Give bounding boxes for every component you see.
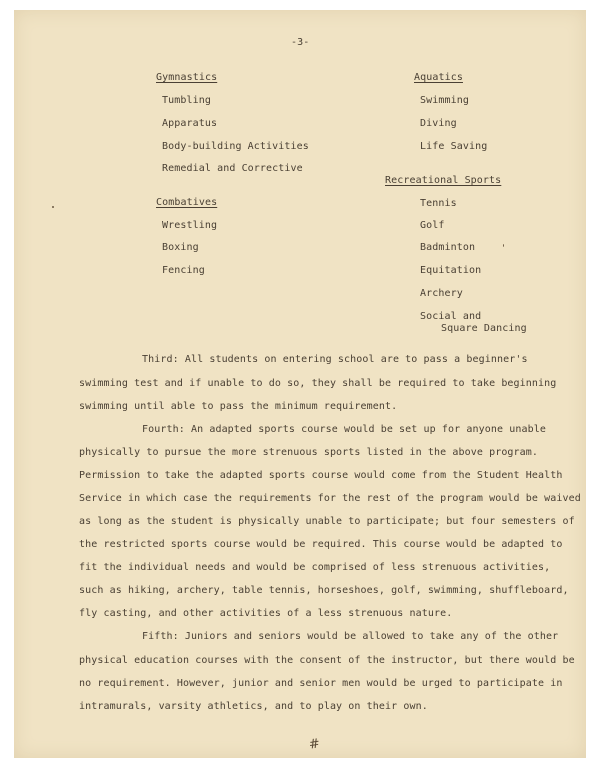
paragraph-third-line: swimming until able to pass the minimum requirement. (79, 401, 398, 412)
list-item: Badminton (420, 242, 476, 253)
paragraph-fifth-line: intramurals, varsity athletics, and to play on their own. (79, 701, 428, 712)
paragraph-fourth-line: Permission to take the adapted sports course would come from the Student Health (79, 470, 563, 481)
paper-speck (503, 244, 504, 247)
handwritten-page-mark: # (308, 736, 321, 753)
paragraph-fifth-line: no requirement. However, junior and senior men would be urged to participate in (79, 678, 563, 689)
list-item: Remedial and Corrective (162, 163, 303, 174)
list-item: Social and (420, 311, 482, 322)
list-item: Wrestling (162, 220, 218, 231)
aquatics-heading: Aquatics (414, 72, 463, 83)
list-item: Swimming (420, 95, 469, 106)
paragraph-fourth-line: as long as the student is physically unable to participate; but four semesters of (79, 516, 575, 527)
paragraph-fourth-line: fly casting, and other activities of a less strenuous nature. (79, 608, 453, 619)
list-item: Body-building Activities (162, 141, 309, 152)
paragraph-fourth-line: physically to pursue the more strenuous sports listed in the above program. (79, 447, 539, 458)
recreational-sports-heading: Recreational Sports (385, 175, 502, 186)
gymnastics-heading: Gymnastics (156, 72, 218, 83)
paragraph-fifth-line: Fifth: Juniors and seniors would be allowed to take any of the other (142, 631, 559, 642)
list-item: Life Saving (420, 141, 488, 152)
paragraph-fifth-line: physical education courses with the consent of the instructor, but there would be (79, 655, 575, 666)
page-number: -3- (291, 37, 310, 48)
list-item: Fencing (162, 265, 205, 276)
list-item: Equitation (420, 265, 482, 276)
paragraph-fourth-line: Fourth: An adapted sports course would be set up for anyone unable (142, 424, 546, 435)
list-item: Apparatus (162, 118, 218, 129)
paragraph-third-line: Third: All students on entering school are to pass a beginner's (142, 354, 528, 365)
list-item: Golf (420, 220, 445, 231)
list-item: Square Dancing (441, 323, 527, 334)
paper-speck (52, 206, 54, 208)
list-item: Diving (420, 118, 457, 129)
paragraph-third-line: swimming test and if unable to do so, they shall be required to take beginning (79, 378, 557, 389)
combatives-heading: Combatives (156, 197, 218, 208)
paragraph-fourth-line: fit the individual needs and would be comprised of less strenuous activities, (79, 562, 551, 573)
paragraph-fourth-line: the restricted sports course would be required. This course would be adapted to (79, 539, 563, 550)
list-item: Tumbling (162, 95, 211, 106)
paragraph-fourth-line: such as hiking, archery, table tennis, horseshoes, golf, swimming, shuffleboard, (79, 585, 569, 596)
list-item: Tennis (420, 198, 457, 209)
paragraph-fourth-line: Service in which case the requirements for the rest of the program would be waived (79, 493, 581, 504)
list-item: Archery (420, 288, 463, 299)
list-item: Boxing (162, 242, 199, 253)
